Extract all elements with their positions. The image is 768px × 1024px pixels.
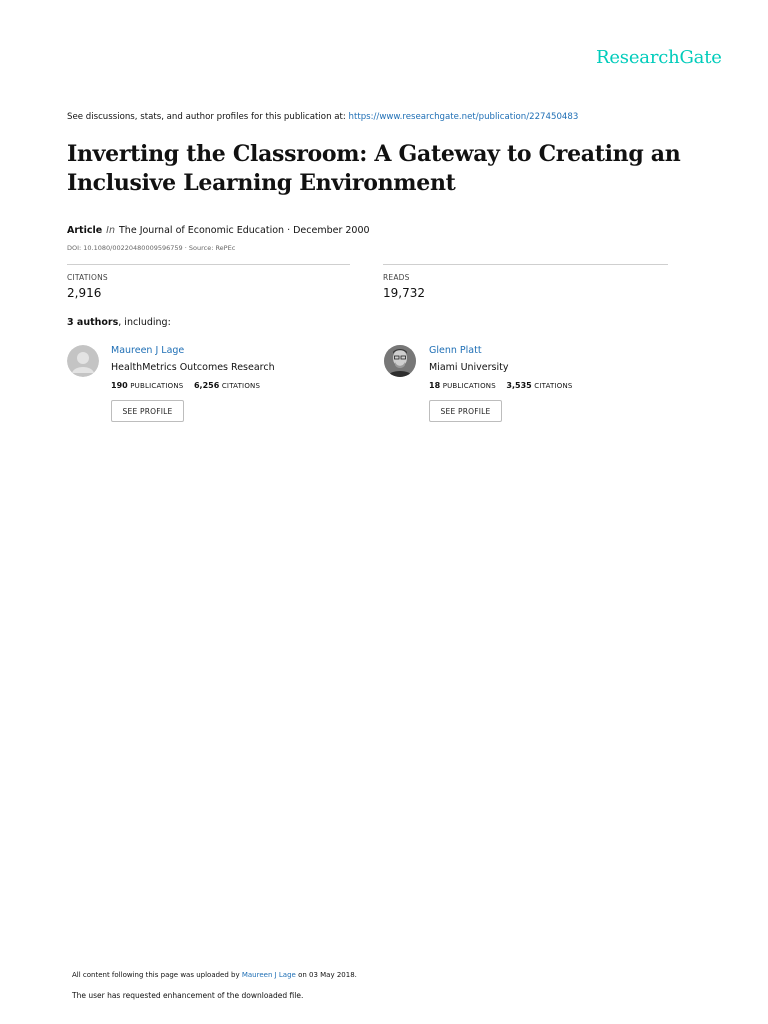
author-name-2[interactable]: Glenn Platt — [429, 345, 482, 356]
upload-note — [72, 971, 357, 979]
doi-line: DOI: 10.1080/00220480009596759 · Source: RePEc — [67, 244, 236, 252]
publication-type: Article — [67, 225, 103, 236]
author-citations-1: 6,256 — [193, 381, 220, 390]
uploader-link[interactable]: Maureen J Lage — [241, 971, 296, 979]
citations-label: CITATIONS — [67, 273, 108, 282]
reads-label: READS — [383, 273, 410, 282]
reads-value: 19,732 — [383, 286, 425, 300]
see-profile-button-2[interactable]: SEE PROFILE — [429, 400, 502, 422]
journal-date[interactable]: The Journal of Economic Education · December 2000 — [119, 225, 370, 236]
author-publications-2: 18 — [429, 381, 441, 390]
enhancement-note: The user has requested enhancement of the downloaded file. — [72, 991, 304, 1000]
author-stats-1 — [111, 381, 268, 390]
author-citations-2: 3,535 — [506, 381, 532, 390]
authors-heading — [67, 317, 171, 328]
author-name-1[interactable]: Maureen J Lage — [111, 345, 185, 356]
author-publications-1: 190 — [111, 381, 128, 390]
upload-suffix: on 03 May 2018. — [295, 971, 357, 979]
author-citations-label-1: CITATIONS — [221, 382, 261, 390]
author-institution-2[interactable]: Miami University — [429, 362, 509, 373]
authors-count: 3 authors — [67, 317, 119, 328]
see-profile-button-1[interactable]: SEE PROFILE — [111, 400, 184, 422]
author-stats-2 — [429, 381, 581, 390]
discussion-text: See discussions, stats, and author profiles for this publication at: — [67, 112, 349, 122]
citations-value: 2,916 — [67, 286, 102, 300]
publication-meta — [67, 225, 370, 236]
author-citations-label-2: CITATIONS — [534, 382, 573, 390]
author-publications-label-1: PUBLICATIONS — [130, 382, 184, 390]
reads-divider — [383, 264, 668, 265]
upload-prefix: All content following this page was uploaded by — [72, 971, 242, 979]
in-label: In — [106, 225, 115, 236]
authors-suffix: , including: — [118, 317, 171, 328]
default-user-icon[interactable] — [67, 345, 99, 377]
citations-divider — [67, 264, 350, 265]
author-institution-1[interactable]: HealthMetrics Outcomes Research — [111, 362, 275, 373]
publication-link[interactable]: https://www.researchgate.net/publication/227450483 — [348, 112, 579, 122]
user-photo-icon[interactable] — [384, 345, 416, 377]
discussion-line — [67, 112, 578, 122]
publication-title: Inverting the Classroom: A Gateway to Creating an Inclusive Learning Environment — [67, 141, 681, 196]
researchgate-logo[interactable]: ResearchGate — [596, 47, 722, 68]
author-publications-label-2: PUBLICATIONS — [442, 382, 496, 390]
